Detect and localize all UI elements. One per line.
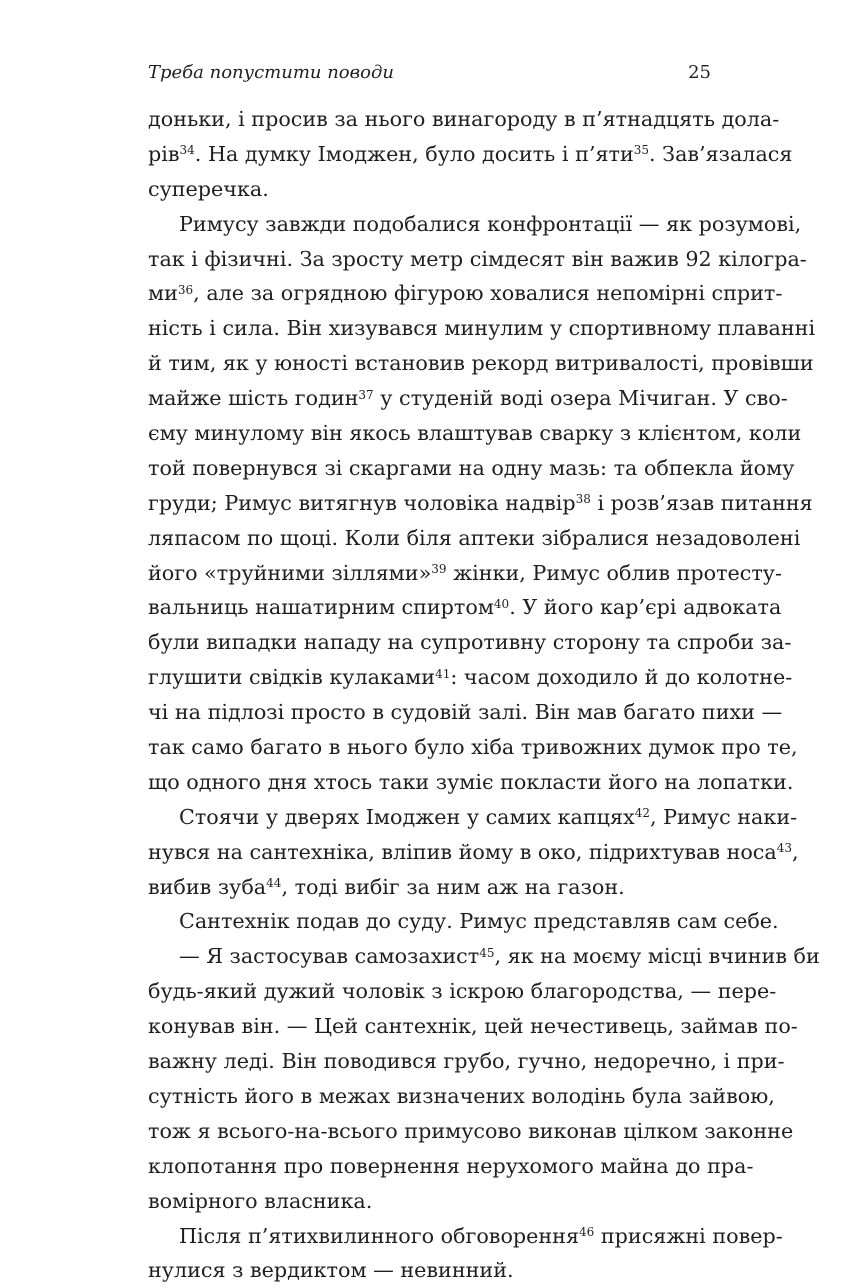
- text-line: клопотання про повернення нерухомого майна до пра-: [148, 1153, 754, 1178]
- footnote-ref: 35: [633, 143, 650, 158]
- text-line: вальниць нашатирним спиртом$^{40}$. У його кар’єрі адвоката: [148, 595, 782, 620]
- text-line: Після п’ятихвилинного обговорення$^{46}$ присяжні повер-: [179, 1223, 783, 1248]
- text-line: нулися з вердиктом — невинний.: [148, 1258, 514, 1283]
- text-line: важну леді. Він поводився грубо, гучно, недоречно, і при-: [148, 1049, 785, 1074]
- text-line: що одного дня хтось таки зуміє покласти його на лопатки.: [148, 769, 794, 794]
- footnote-ref: 43: [776, 841, 793, 856]
- footnote-ref: 46: [579, 1224, 595, 1239]
- footnote-ref: 40: [493, 596, 510, 611]
- footnote-ref: 42: [634, 806, 650, 821]
- footnote-ref: 36: [177, 282, 194, 297]
- text-line: так само багато в нього було хіба тривожних думок про те,: [148, 735, 798, 760]
- footnote-ref: 41: [435, 666, 451, 681]
- text-line: — Я застосував самозахист$^{45}$, як на моєму місці вчинив би: [179, 944, 820, 969]
- text-line: тож я всього-на-всього примусово виконав цілком законне: [148, 1118, 794, 1143]
- text-line: суперечка.: [148, 176, 269, 201]
- text-line: ність і сила. Він хизувався минулим у спортивному плаванні: [148, 316, 816, 341]
- text-line: доньки, і просив за нього винагороду в п’ятнадцять дола-: [148, 107, 780, 131]
- footnote-ref: 38: [575, 492, 591, 507]
- page-number: 25: [688, 62, 711, 83]
- text-line: Стоячи у дверях Імоджен у самих капцях$^{42}$, Римус наки-: [179, 804, 798, 829]
- text-line: $ми^{36}$, але за огрядною фігурою ховалися непомірні сприт-: [148, 281, 783, 306]
- footnote-ref: 37: [358, 387, 374, 402]
- footnote-ref: 44: [266, 876, 282, 890]
- text-line: вибив зуба$^{44}$, тоді вибіг за ним аж на газон.: [148, 874, 625, 899]
- text-line: сутність його в межах визначених володінь була зайвою,: [148, 1083, 775, 1108]
- text-line: його «труйними зіллями»$^{39}$ жінки, Римус облив протесту-: [148, 560, 782, 585]
- text-line: вомірного власника.: [148, 1188, 373, 1213]
- footnote-ref: 39: [431, 561, 447, 576]
- running-header: [148, 62, 711, 86]
- text-line: чі на підлозі просто в судовій залі. Він мав багато пихи —: [148, 700, 783, 725]
- text-line: єму минулому він якось влаштував сварку з клієнтом, коли: [148, 421, 802, 446]
- footnote-ref: 34: [179, 143, 195, 158]
- text-line: так і фізичні. За зросту метр сімдесят він важив 92 кілогра-: [148, 246, 807, 271]
- text-line: рів$^{34}$. На думку Імоджен, було досить і п’яти$^{35}$. Зав’язалася: [148, 141, 793, 166]
- footnote-ref: 45: [479, 945, 495, 960]
- text-line: глушити свідків кулаками$^{41}$: часом доходило й до колотне-: [148, 665, 793, 690]
- text-line: конував він. — Цей сантехнік, цей нечестивець, займав по-: [148, 1014, 798, 1039]
- text-line: Сантехнік подав до суду. Римус представляв сам себе.: [179, 909, 779, 934]
- text-line: майже шість годин$^{37}$ у студеній воді озера Мічиган. У сво-: [148, 386, 788, 411]
- text-line: й тим, як у юності встановив рекорд витривалості, провівши: [148, 351, 814, 376]
- running-title: Треба попустити поводи: [148, 62, 394, 83]
- text-line: груди; Римус витягнув чоловіка надвір$^{38}$ і розв’язав питання: [148, 490, 813, 515]
- text-line: будь-який дужий чоловік з іскрою благородства, — пере-: [148, 979, 777, 1004]
- text-line: той повернувся зі скаргами на одну мазь: та обпекла йому: [148, 455, 795, 480]
- text-line: були випадки нападу на супротивну сторону та спроби за-: [148, 630, 792, 655]
- body-text: [148, 102, 820, 1288]
- text-line: ляпасом по щоці. Коли біля аптеки зібралися незадоволені: [148, 525, 801, 550]
- text-line: Римусу завжди подобалися конфронтації — як розумові,: [179, 211, 802, 236]
- text-line: нувся на сантехніка, вліпив йому в око, підрихтував носа$^{43}$,: [148, 839, 799, 864]
